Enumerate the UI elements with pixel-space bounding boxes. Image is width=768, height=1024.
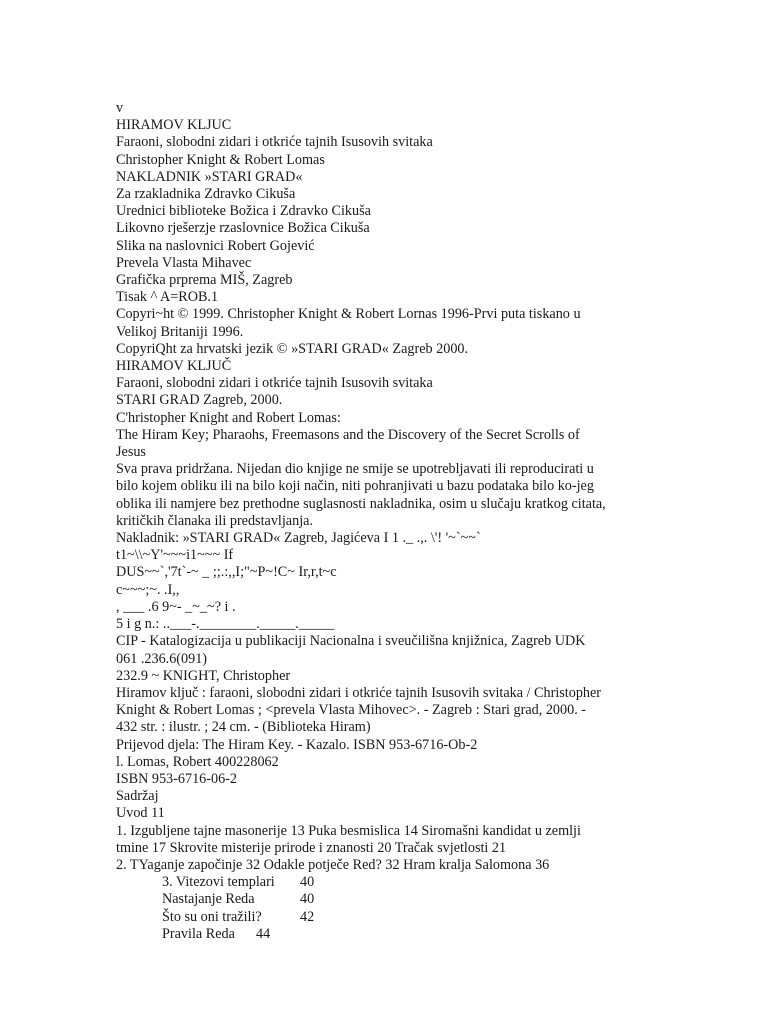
original-authors: C'hristopher Knight and Robert Lomas: bbox=[116, 409, 341, 426]
contents-chapter-1-cont: tmine 17 Skrovite misterije prirode i znanosti 20 Tračak svjetlosti 21 bbox=[116, 839, 507, 856]
imprint-line: STARI GRAD Zagreb, 2000. bbox=[116, 392, 283, 409]
contents-chapter-1: 1. Izgubljene tajne masonerije 13 Puka besmislica 14 Siromašni kandidat u zemlji bbox=[116, 822, 581, 839]
cip-udk: 061 .236.6(091) bbox=[116, 650, 208, 667]
book-authors: Christopher Knight & Robert Lomas bbox=[116, 151, 325, 168]
cip-coauthor: l. Lomas, Robert 400228062 bbox=[116, 753, 279, 770]
rights-notice: Sva prava pridržana. Nijedan dio knjige ne smije se upotrebljavati ili reproducirati u bbox=[116, 461, 594, 478]
contents-entry-title: Nastajanje Reda bbox=[162, 891, 255, 908]
contents-entry bbox=[116, 891, 636, 908]
cip-translation-note: Prijevod djela: The Hiram Key. - Kazalo. ISBN 953-6716-Ob-2 bbox=[116, 736, 478, 753]
contents-list bbox=[116, 874, 636, 943]
contents-heading: Sadržaj bbox=[116, 788, 159, 805]
stray-mark: v bbox=[116, 100, 124, 116]
cip-record: CIP - Katalogizacija u publikaciji Nacionalna i sveučilišna knjižnica, Zagreb UDK bbox=[116, 633, 586, 650]
ocr-garble-4: , ___ .6 9~- _~_~? i . bbox=[116, 598, 236, 615]
contents-entry bbox=[116, 874, 636, 891]
series-editors: Urednici biblioteke Božica i Zdravko Cikuša bbox=[116, 203, 371, 220]
contents-intro: Uvod 11 bbox=[116, 805, 165, 822]
contents-entry-page: 40 bbox=[300, 891, 315, 908]
print-credit: Tisak ^ A=ROB.1 bbox=[116, 289, 219, 306]
contents-entry-title: Pravila Reda bbox=[162, 925, 235, 942]
contents-entry-title: 3. Vitezovi templari bbox=[162, 874, 275, 891]
book-title-repeat: HIRAMOV KLJUČ bbox=[116, 358, 232, 375]
copyright-line-cont: Velikoj Britaniji 1996. bbox=[116, 323, 244, 340]
publisher-heading: NAKLADNIK »STARI GRAD« bbox=[116, 168, 303, 185]
ocr-garble-5: 5 i g n.: ..___-.________._____._____ bbox=[116, 616, 335, 633]
publisher-representative: Za rzakladnika Zdravko Cikuša bbox=[116, 186, 296, 203]
ocr-garble-1: t1~\\~Y'~~~i1~~~ If bbox=[116, 547, 234, 564]
contents-entry-title: Što su oni tražili? bbox=[162, 908, 262, 925]
cip-title-entry-cont-2: 432 str. : ilustr. ; 24 cm. - (Biblioteka Hiram) bbox=[116, 719, 371, 736]
book-subtitle: Faraoni, slobodni zidari i otkriće tajnih Isusovih svitaka bbox=[116, 134, 433, 151]
ocr-garble-3: c~~~;~. .I,, bbox=[116, 581, 180, 598]
original-title-cont: Jesus bbox=[116, 444, 146, 461]
croatian-copyright-line: CopyriQht za hrvatski jezik © »STARI GRAD« Zagreb 2000. bbox=[116, 340, 469, 357]
isbn-line: ISBN 953-6716-06-2 bbox=[116, 770, 237, 787]
document-page bbox=[116, 100, 636, 943]
contents-entry-page: 40 bbox=[300, 874, 315, 891]
cip-title-entry: Hiramov ključ : faraoni, slobodni zidari i otkriće tajnih Isusovih svitaka / Christopher bbox=[116, 684, 602, 701]
prepress-credit: Grafička prprema MIŠ, Zagreb bbox=[116, 272, 293, 289]
ocr-garble-2: DUS~~`,'7t`-~ _ ;;.:,,I;"~P~!C~ Ir,r,t~c bbox=[116, 564, 337, 581]
contents-entry bbox=[116, 909, 636, 926]
contents-entry bbox=[116, 926, 636, 943]
contents-entry-page: 44 bbox=[256, 925, 271, 942]
rights-notice-cont-3: kritičkih članaka ili predstavljanja. bbox=[116, 512, 313, 529]
translator-credit: Prevela Vlasta Mihavec bbox=[116, 254, 252, 271]
cip-title-entry-cont-1: Knight & Robert Lomas ; <prevela Vlasta Mihovec>. - Zagreb : Stari grad, 2000. - bbox=[116, 702, 587, 719]
cip-author-entry: 232.9 ~ KNIGHT, Christopher bbox=[116, 667, 291, 684]
contents-chapter-2: 2. TYaganje započinje 32 Odakle potječe Red? 32 Hram kralja Salomona 36 bbox=[116, 856, 550, 873]
publisher-address: Nakladnik: »STARI GRAD« Zagreb, Jagićeva I 1 ._ .,. \'! '~`~~` bbox=[116, 530, 481, 547]
contents-entry-page: 42 bbox=[300, 908, 315, 925]
cover-design-credit: Likovno rješerzje rzaslovnice Božica Cikuša bbox=[116, 220, 370, 237]
rights-notice-cont-1: bilo kojem obliku ili na bilo koji način, niti pohranjivati u bazu podataka bilo ko-jeg bbox=[116, 478, 594, 495]
copyright-line: Copyri~ht © 1999. Christopher Knight & Robert Lornas 1996-Prvi puta tiskano u bbox=[116, 306, 581, 323]
cover-image-credit: Slika na naslovnici Robert Gojević bbox=[116, 237, 315, 254]
original-title: The Hiram Key; Pharaohs, Freemasons and the Discovery of the Secret Scrolls of bbox=[116, 426, 580, 443]
book-title: HIRAMOV KLJUC bbox=[116, 117, 232, 134]
book-subtitle-repeat: Faraoni, slobodni zidari i otkriće tajnih Isusovih svitaka bbox=[116, 375, 433, 392]
rights-notice-cont-2: oblika ili namjere bez prethodne suglasnosti nakladnika, osim u slučaju kratkog citata, bbox=[116, 495, 606, 512]
